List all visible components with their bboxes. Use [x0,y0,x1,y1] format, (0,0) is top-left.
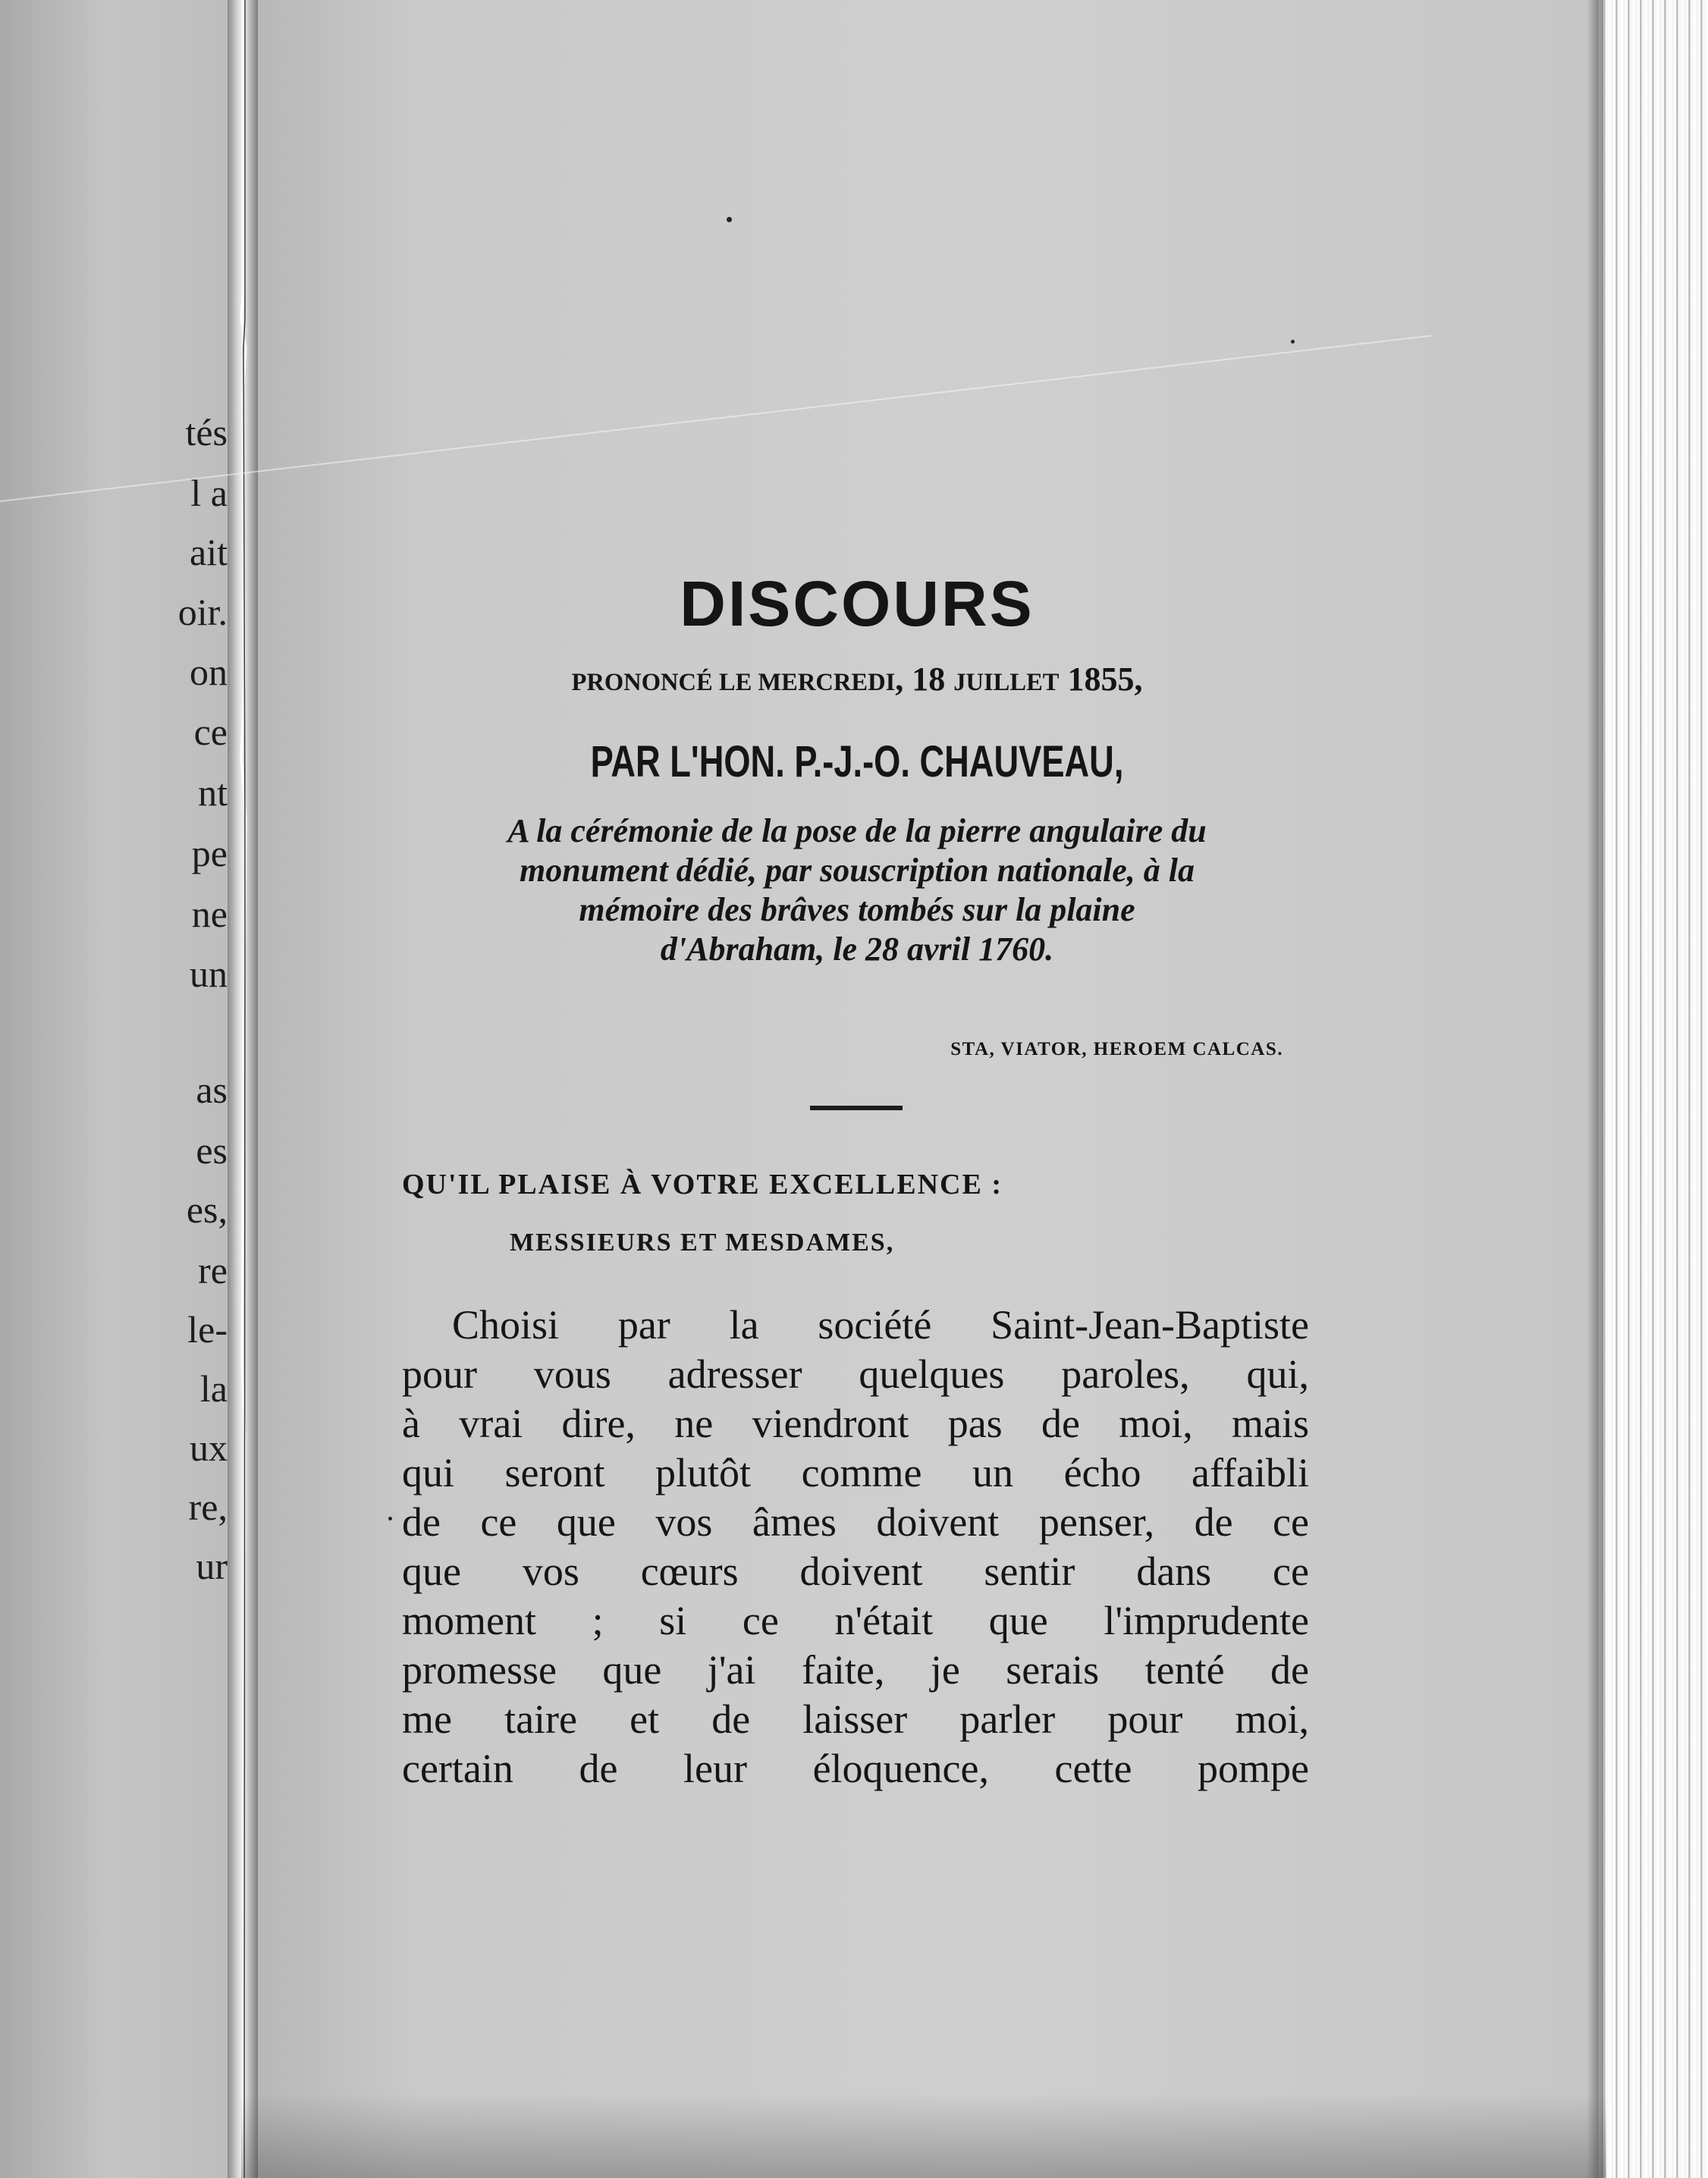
left-page-fragment: re [198,1249,228,1291]
epigraph: STA, VIATOR, HEROEM CALCAS. [950,1039,1283,1059]
subtitle-month: JUILLET [953,669,1060,696]
page-edges [1599,0,1708,2178]
body-text-line: certain de leur éloquence, cette pompe [402,1746,1309,1791]
left-page-fragment: ne [191,893,228,935]
page-bottom-shadow [241,2093,1606,2178]
body-text-line: qui seront plutôt comme un écho affaibli [402,1450,1309,1495]
occasion-line: mémoire des brâves tombés sur la plaine [579,891,1135,928]
document-title: DISCOURS [680,568,1035,639]
left-page-fragment: ur [196,1545,228,1587]
left-page [0,0,241,2178]
left-page-fragment: ux [190,1426,228,1469]
left-page-fragment: un [190,952,228,995]
body-text-line: Choisi par la société Saint-Jean-Baptiste [452,1302,1309,1348]
body-text-line: que vos cœurs doivent sentir dans ce [402,1549,1309,1594]
body-text-line: à vrai dire, ne viendront pas de moi, mais [402,1401,1309,1446]
left-page-fragment: on [190,651,228,693]
left-page-fragment: es, [186,1188,228,1231]
body-text-line: me taire et de laisser parler pour moi, [402,1696,1309,1742]
left-page-fragment: pe [191,832,228,874]
left-page-fragment: as [196,1069,228,1111]
author-byline: PAR L'HON. P.-J.-O. CHAUVEAU, [590,737,1124,786]
body-text-line: moment ; si ce n'était que l'imprudente [402,1598,1309,1643]
subtitle-lead: PRONONCÉ LE MERCREDI [571,669,896,696]
left-page-fragment: le- [187,1308,228,1351]
right-page [252,0,1602,2178]
left-page-fragment: la [199,1367,228,1410]
body-text-line: pour vous adresser quelques paroles, qui, [402,1351,1309,1397]
binding-thread [240,0,247,2178]
ink-speck [727,217,732,222]
ink-speck [388,1517,392,1521]
subtitle-year: 1855, [1059,661,1143,698]
ink-speck [1291,340,1295,344]
occasion-line: monument dédié, par souscription nationale, à la [520,852,1195,889]
occasion-line: d'Abraham, le 28 avril 1760. [660,931,1054,968]
left-page-fragment: re, [188,1486,228,1528]
left-page-fragment: tés [185,411,228,453]
left-page-fragment: nt [198,771,228,814]
subtitle-date: , 18 [895,661,954,698]
salutation: MESSIEURS ET MESDAMES, [510,1229,895,1257]
body-text-line: promesse que j'ai faite, je serais tenté de [402,1647,1309,1693]
document-subtitle [402,660,1312,700]
section-rule [810,1106,903,1110]
body-text-line: de ce que vos âmes doivent penser, de ce [402,1499,1309,1545]
address-line: QU'IL PLAISE À VOTRE EXCELLENCE : [402,1169,1003,1200]
left-page-fragment: l a [190,472,228,514]
left-page-fragment: oir. [177,591,228,633]
page-edge-shadow [1587,0,1603,2178]
left-page-fragment: es [196,1129,228,1172]
left-page-fragment: ce [193,711,228,753]
occasion-line: A la cérémonie de la pose de la pierre angulaire du [507,812,1207,849]
left-page-fragment: ait [190,531,228,573]
